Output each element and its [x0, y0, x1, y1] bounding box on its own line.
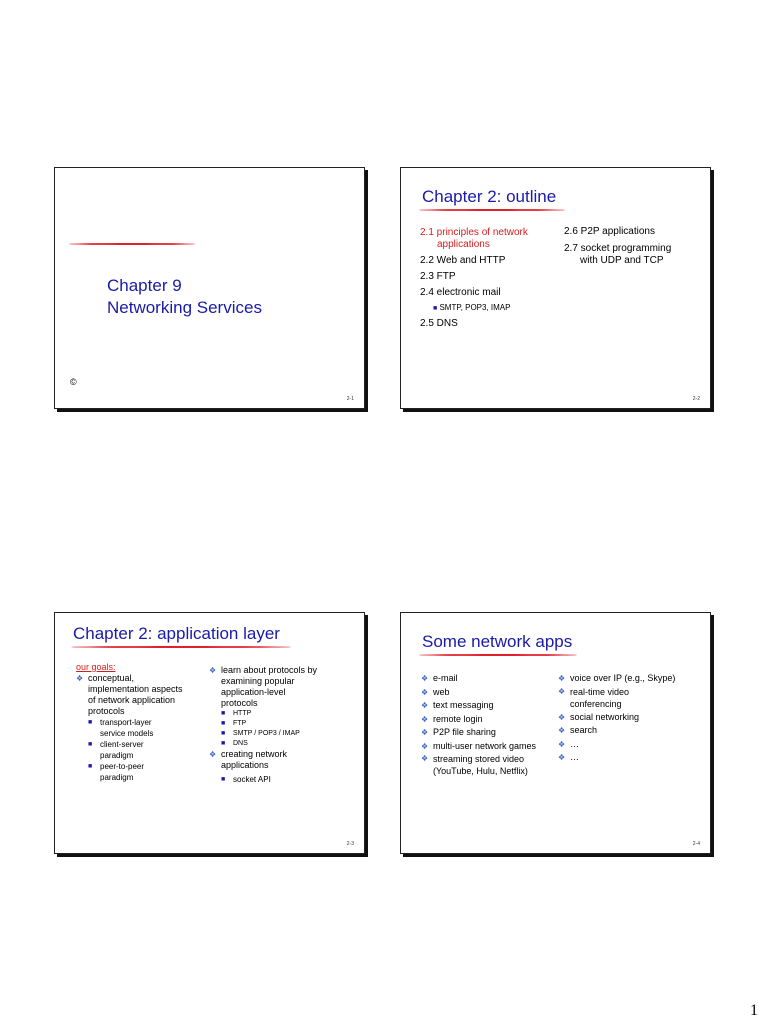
list-item: ❖ … — [558, 751, 675, 765]
slide-title-line2: Networking Services — [107, 298, 262, 317]
list-subitem: paradigm — [100, 751, 134, 760]
list-subitem: ■ socket API — [221, 775, 271, 784]
outline-item-2-6: 2.6 P2P applications — [564, 226, 655, 237]
list-item: ❖ conceptual, — [76, 673, 135, 683]
list-subitem: ■ SMTP / POP3 / IMAP — [221, 730, 300, 737]
outline-item-2-3: 2.3 FTP — [420, 271, 456, 282]
outline-item-2-2: 2.2 Web and HTTP — [420, 255, 506, 266]
list-item: application-level — [221, 687, 286, 697]
diamond-bullet-icon: ❖ — [558, 739, 566, 749]
list-subitem: paradigm — [100, 773, 134, 782]
page-number: 1 — [750, 1002, 758, 1019]
title-underline — [419, 654, 577, 656]
slide-title: Chapter 2: application layer — [73, 624, 280, 643]
diamond-bullet-icon: ❖ — [421, 674, 429, 683]
title-underline — [69, 243, 195, 245]
square-bullet-icon: ■ — [221, 776, 226, 783]
slide-number: 2-4 — [692, 841, 700, 847]
list-subitem: ■ client-server — [88, 740, 144, 749]
title-underline — [71, 646, 291, 648]
diamond-bullet-icon: ❖ — [558, 686, 566, 696]
list-item: ❖ multi-user network games — [421, 740, 536, 754]
outline-item-2-4: 2.4 electronic mail — [420, 287, 501, 298]
slide-title: Some network apps — [422, 632, 573, 651]
outline-subitem-label: SMTP, POP3, IMAP — [439, 303, 511, 312]
list-item: ❖ … — [558, 738, 675, 752]
list-item: ❖ search — [558, 724, 675, 738]
slide-number: 2-1 — [346, 396, 354, 402]
square-bullet-icon: ■ — [88, 763, 93, 770]
outline-item-2-5: 2.5 DNS — [420, 318, 458, 329]
square-bullet-icon: ■ — [221, 730, 226, 737]
diamond-bullet-icon: ❖ — [558, 753, 566, 762]
list-item: ❖ text messaging — [421, 699, 536, 713]
list-subitem: service models — [100, 729, 154, 738]
square-bullet-icon: ■ — [221, 710, 226, 717]
list-subitem: ■ peer-to-peer — [88, 762, 145, 771]
slide-4 — [400, 612, 711, 854]
slide-2 — [400, 167, 711, 409]
slide-number: 2-2 — [692, 396, 700, 402]
diamond-bullet-icon: ❖ — [421, 728, 429, 737]
diamond-bullet-icon: ❖ — [558, 674, 566, 683]
slide-1 — [54, 167, 365, 409]
list-item: ❖ real-time video — [558, 686, 630, 697]
list-item: protocols — [88, 706, 125, 716]
outline-item-2-1: 2.1 principles of network — [420, 227, 528, 238]
slide-number: 2-3 — [346, 841, 354, 847]
diamond-bullet-icon: ❖ — [421, 754, 429, 763]
list-item: of network application — [88, 695, 176, 705]
list-item: examining popular — [221, 676, 295, 686]
list-subitem: ■ DNS — [221, 740, 248, 747]
list-item: ❖ voice over IP (e.g., Skype) — [558, 672, 675, 686]
square-bullet-icon: ■ — [88, 719, 93, 726]
list-item: (YouTube, Hulu, Netflix) — [433, 766, 528, 776]
list-item: ❖ creating network — [209, 749, 288, 759]
square-bullet-icon: ■ — [88, 741, 93, 748]
list-item: implementation aspects — [88, 684, 183, 694]
diamond-bullet-icon: ❖ — [558, 712, 566, 722]
diamond-bullet-icon: ❖ — [421, 741, 429, 751]
outline-item-2-7: 2.7 socket programming — [564, 243, 672, 254]
goals-label: our goals: — [76, 662, 116, 672]
title-underline — [419, 209, 565, 211]
slide-title-line1: Chapter 9 — [107, 276, 182, 295]
apps-list-left — [421, 672, 536, 777]
list-item: applications — [221, 760, 269, 770]
list-item: ❖ P2P file sharing — [421, 726, 536, 740]
list-item: conferencing — [570, 698, 622, 709]
outline-subitem — [433, 301, 510, 315]
list-item: protocols — [221, 698, 258, 708]
diamond-bullet-icon: ❖ — [209, 750, 217, 759]
goals-list-left — [76, 673, 183, 783]
diamond-bullet-icon: ❖ — [421, 701, 429, 710]
diamond-bullet-icon: ❖ — [209, 666, 217, 675]
list-item: ❖ remote login — [421, 713, 536, 727]
list-item: ❖ web — [421, 686, 536, 700]
slide-title: Chapter 2: outline — [422, 187, 557, 206]
list-subitem: ■ HTTP — [221, 710, 252, 717]
slide-3 — [54, 612, 365, 854]
apps-list-right — [558, 672, 675, 765]
diamond-bullet-icon: ❖ — [421, 687, 429, 697]
diamond-bullet-icon: ❖ — [558, 726, 566, 735]
diamond-bullet-icon: ❖ — [421, 714, 429, 724]
list-subitem: ■ transport-layer — [88, 718, 152, 727]
list-item: ❖ streaming stored video — [421, 754, 525, 764]
list-item: ❖ learn about protocols by — [209, 665, 318, 675]
bullet-square-icon: ■ — [433, 305, 438, 312]
outline-item-2-7-cont: with UDP and TCP — [580, 255, 664, 266]
diamond-bullet-icon: ❖ — [76, 674, 84, 683]
list-subitem: ■ FTP — [221, 720, 247, 727]
list-item: ❖ social networking — [558, 711, 675, 725]
copyright-symbol: © — [70, 377, 77, 387]
goals-list-right — [209, 665, 317, 785]
list-item: ❖ e-mail — [421, 672, 536, 686]
square-bullet-icon: ■ — [221, 720, 226, 727]
outline-item-2-1-cont: applications — [437, 239, 490, 250]
square-bullet-icon: ■ — [221, 740, 226, 747]
